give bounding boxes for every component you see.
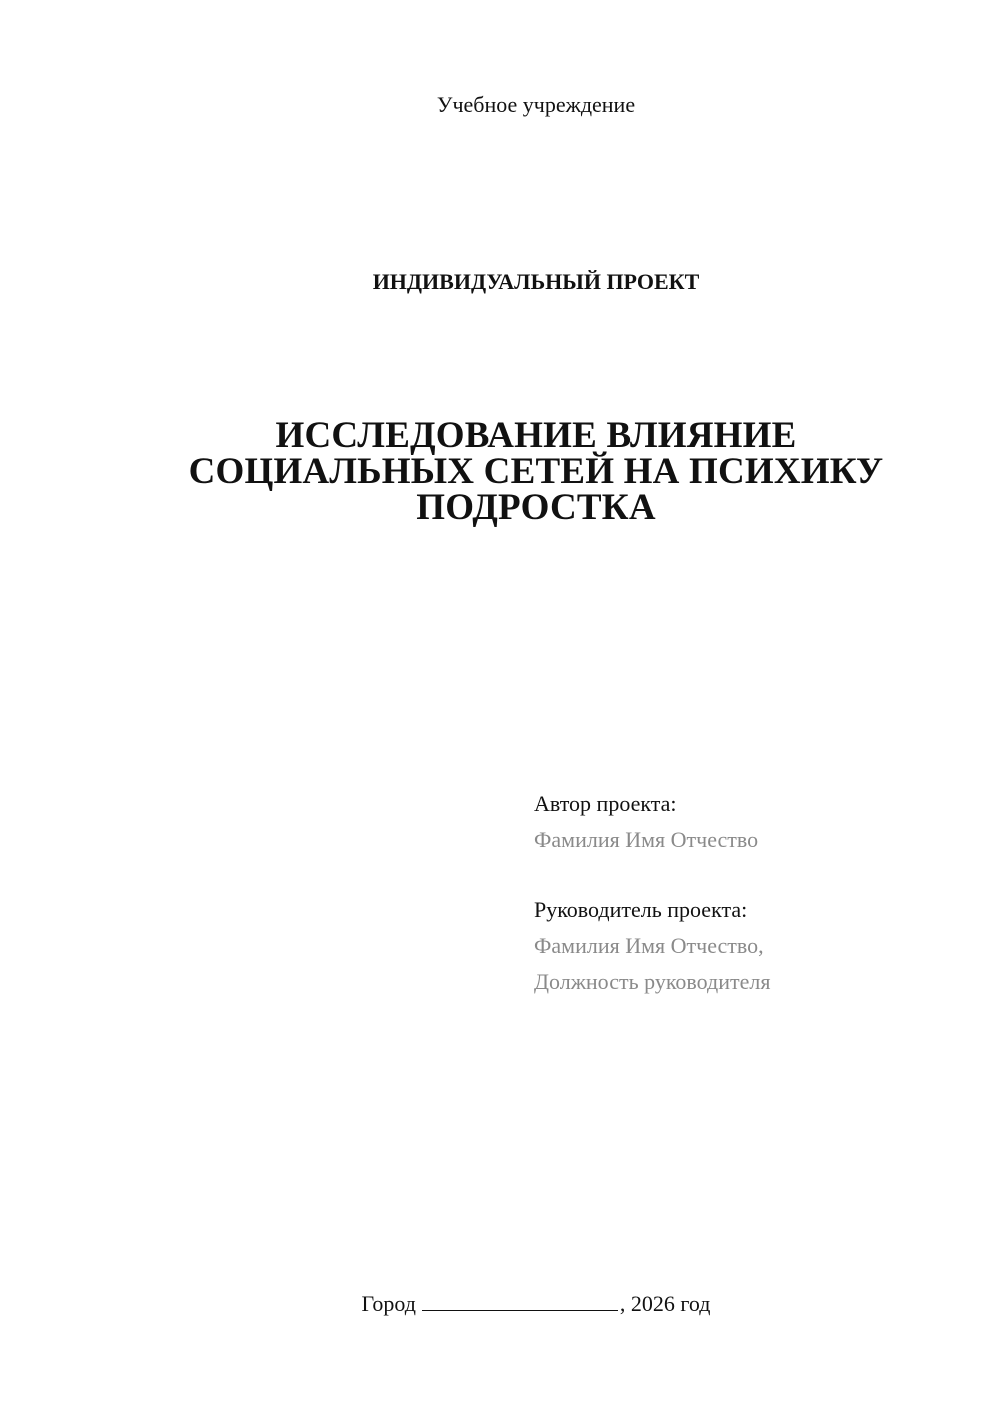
project-title — [0, 415, 1000, 528]
author-name: Фамилия Имя Отчество — [534, 827, 759, 852]
institution-name: Учебное учреждение — [436, 92, 636, 117]
project-title-line: СОЦИАЛЬНЫХ СЕТЕЙ НА ПСИХИКУ — [188, 451, 884, 492]
footer-city-year — [0, 1290, 1000, 1318]
project-title-line: ПОДРОСТКА — [416, 487, 656, 528]
supervisor-label: Руководитель проекта: — [534, 897, 748, 922]
supervisor-name: Фамилия Имя Отчество, — [534, 933, 764, 958]
year-text: , 2026 год — [619, 1291, 711, 1316]
project-type-heading: ИНДИВИДУАЛЬНЫЙ ПРОЕКТ — [372, 269, 700, 294]
city-label: Город — [361, 1291, 416, 1316]
supervisor-position: Должность руководителя — [534, 969, 771, 994]
credits-spacer — [534, 858, 770, 892]
project-title-line: ИССЛЕДОВАНИЕ ВЛИЯНИЕ — [275, 415, 797, 456]
city-blank-line — [422, 1290, 618, 1311]
author-label: Автор проекта: — [534, 791, 677, 816]
credits-block — [534, 786, 770, 1000]
